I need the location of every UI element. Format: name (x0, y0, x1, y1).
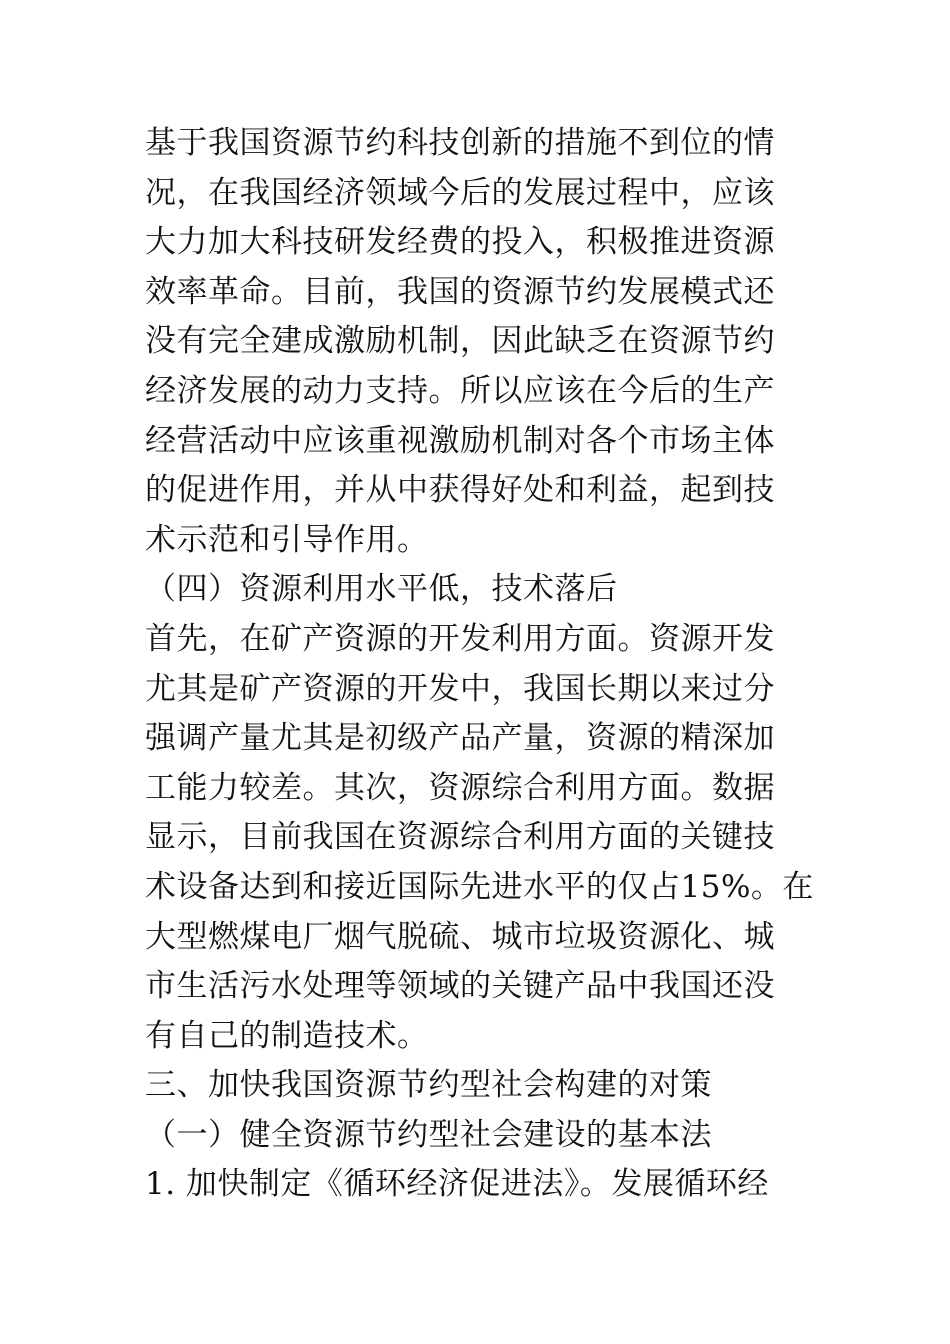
paragraph-line: 没有完全建成激励机制，因此缺乏在资源节约 (145, 323, 775, 360)
paragraph-line: 经营活动中应该重视激励机制对各个市场主体 (145, 422, 775, 459)
paragraph-line: 工能力较差。其次，资源综合利用方面。数据 (145, 769, 775, 806)
paragraph-line: 的促进作用，并从中获得好处和利益，起到技 (145, 472, 775, 509)
paragraph-line: 显示，目前我国在资源综合利用方面的关键技 (145, 819, 775, 856)
paragraph-line: 效率革命。目前，我国的资源节约发展模式还 (145, 273, 775, 310)
paragraph-line: 首先，在矿产资源的开发利用方面。资源开发 (145, 620, 775, 657)
document-body (145, 119, 825, 1210)
paragraph-line: 况，在我国经济领域今后的发展过程中，应该 (145, 174, 775, 211)
paragraph-line: 有自己的制造技术。 (145, 1017, 429, 1054)
paragraph-line: 大型燃煤电厂烟气脱硫、城市垃圾资源化、城 (145, 918, 775, 955)
paragraph-line: 尤其是矿产资源的开发中，我国长期以来过分 (145, 670, 775, 707)
paragraph-line: 强调产量尤其是初级产品产量，资源的精深加 (145, 720, 775, 757)
numbered-item-1: 1. 加快制定《循环经济促进法》。发展循环经 (145, 1166, 769, 1203)
paragraph-line: 术示范和引导作用。 (145, 521, 429, 558)
paragraph-line: 基于我国资源节约科技创新的措施不到位的情 (145, 125, 775, 161)
paragraph-line: 市生活污水处理等领域的关键产品中我国还没 (145, 968, 775, 1005)
paragraph-line: 经济发展的动力支持。所以应该在今后的生产 (145, 372, 775, 409)
chapter-heading-3: 三、加快我国资源节约型社会构建的对策 (145, 1067, 712, 1104)
paragraph-line: 术设备达到和接近国际先进水平的仅占15%。在 (145, 868, 814, 905)
paragraph-line: 大力加大科技研发经费的投入，积极推进资源 (145, 224, 775, 261)
section-heading-4: （四）资源利用水平低，技术落后 (145, 571, 618, 608)
section-heading-1: （一）健全资源节约型社会建设的基本法 (145, 1116, 712, 1153)
